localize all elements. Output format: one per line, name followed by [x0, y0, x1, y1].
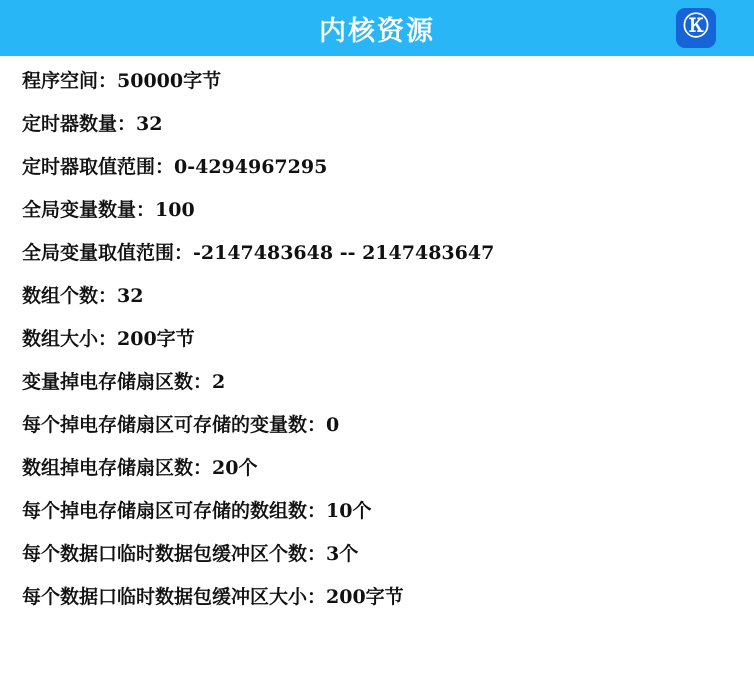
- list-item: 每个掉电存储扇区可存储的变量数：0: [22, 414, 340, 436]
- list-item: 每个掉电存储扇区可存储的数组数：10个: [22, 500, 372, 522]
- resource-list: [0, 56, 754, 607]
- list-item: 全局变量取值范围：-2147483648 -- 2147483647: [22, 242, 495, 264]
- list-item: 变量掉电存储扇区数：2: [22, 371, 226, 393]
- list-item: 定时器取值范围：0-4294967295: [22, 156, 328, 178]
- list-item: 定时器数量：32: [22, 113, 163, 135]
- page-title: 内核资源: [319, 15, 435, 47]
- list-item: 数组个数：32: [22, 285, 144, 307]
- list-item: 数组掉电存储扇区数：20个: [22, 457, 258, 479]
- page-header: [0, 0, 754, 56]
- list-item: 每个数据口临时数据包缓冲区个数：3个: [22, 543, 359, 565]
- logo-glyph: Ⓚ: [682, 12, 709, 42]
- list-item: 全局变量数量：100: [22, 199, 195, 221]
- list-item: 程序空间：50000字节: [22, 70, 222, 92]
- list-item: 数组大小：200字节: [22, 328, 195, 350]
- list-item: 每个数据口临时数据包缓冲区大小：200字节: [22, 586, 404, 608]
- k-logo-icon: [676, 8, 716, 48]
